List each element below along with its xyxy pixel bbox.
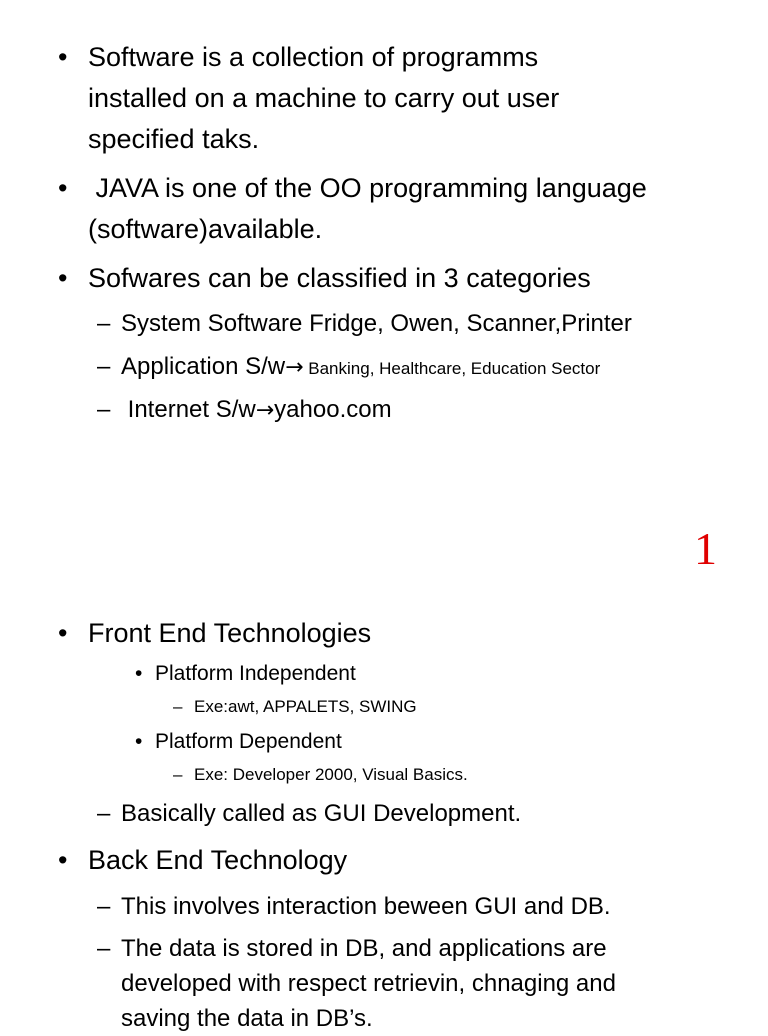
- dash-marker: –: [173, 765, 183, 784]
- right-arrow-icon: →: [285, 355, 304, 380]
- sub-item-text: This involves interaction beween GUI and DB.: [121, 893, 611, 920]
- bullet-software-definition: [58, 37, 560, 160]
- sub-bullet-text: Platform Dependent: [155, 730, 342, 753]
- dash-marker: –: [97, 396, 111, 423]
- dash-marker: –: [97, 310, 111, 337]
- sub-item-line: saving the data in DB’s.: [121, 1005, 373, 1032]
- bullet-marker: •: [135, 662, 143, 685]
- page-number: 1: [694, 523, 717, 574]
- dash-marker: –: [173, 697, 183, 716]
- sub-item-text: Application S/w: [121, 353, 286, 380]
- bullet-marker: •: [135, 730, 143, 753]
- sub-item-data-storage: [97, 931, 616, 1036]
- bullet-java: [58, 168, 647, 250]
- bullet-back-end: [58, 840, 348, 881]
- sub-bullet-text: Platform Independent: [155, 662, 356, 685]
- bullet-line: Sofwares can be classified in 3 categories: [88, 263, 591, 293]
- bullet-line: Software is a collection of programms: [88, 42, 539, 72]
- sub-item-interaction: [97, 889, 611, 924]
- example-platform-independent: [173, 694, 417, 720]
- sub-bullet-platform-dependent: [135, 727, 342, 757]
- bullet-line: Front End Technologies: [88, 618, 372, 648]
- bullet-categories: [58, 258, 591, 299]
- slide-2: [0, 580, 768, 1032]
- sub-item-gui-development: [97, 796, 522, 831]
- example-text: Exe:awt, APPALETS, SWING: [194, 697, 417, 716]
- bullet-line: installed on a machine to carry out user: [88, 83, 560, 113]
- sub-item-line: The data is stored in DB, and applications are: [121, 935, 607, 962]
- sub-item-text: Internet S/w: [121, 396, 256, 423]
- bullet-line: specified taks.: [88, 124, 260, 154]
- right-arrow-icon: →: [255, 398, 275, 423]
- sub-item-internet-software: [97, 392, 392, 428]
- example-text: Exe: Developer 2000, Visual Basics.: [194, 765, 468, 784]
- dash-marker: –: [97, 893, 111, 920]
- sub-item-application-software: [97, 349, 601, 386]
- bullet-line: Back End Technology: [88, 845, 348, 875]
- dash-marker: –: [97, 800, 111, 827]
- bullet-front-end: [58, 613, 372, 654]
- sub-item-detail: yahoo.com: [274, 396, 392, 423]
- bullet-marker: •: [58, 845, 68, 875]
- dash-marker: –: [97, 353, 111, 380]
- dash-marker: –: [97, 935, 111, 962]
- sub-item-line: developed with respect retrievin, chnaging and: [121, 970, 616, 997]
- sub-bullet-platform-independent: [135, 659, 356, 689]
- bullet-marker: •: [58, 618, 68, 648]
- bullet-marker: •: [58, 173, 68, 203]
- bullet-line: (software)available.: [88, 214, 323, 244]
- sub-item-detail: Banking, Healthcare, Education Sector: [303, 359, 601, 378]
- sub-item-text: System Software Fridge, Owen, Scanner,Printer: [121, 310, 632, 337]
- bullet-marker: •: [58, 263, 68, 293]
- bullet-line: JAVA is one of the OO programming language: [88, 173, 647, 203]
- example-platform-dependent: [173, 762, 468, 788]
- sub-item-text: Basically called as GUI Development.: [121, 800, 522, 827]
- sub-item-system-software: [97, 306, 632, 341]
- bullet-marker: •: [58, 42, 68, 72]
